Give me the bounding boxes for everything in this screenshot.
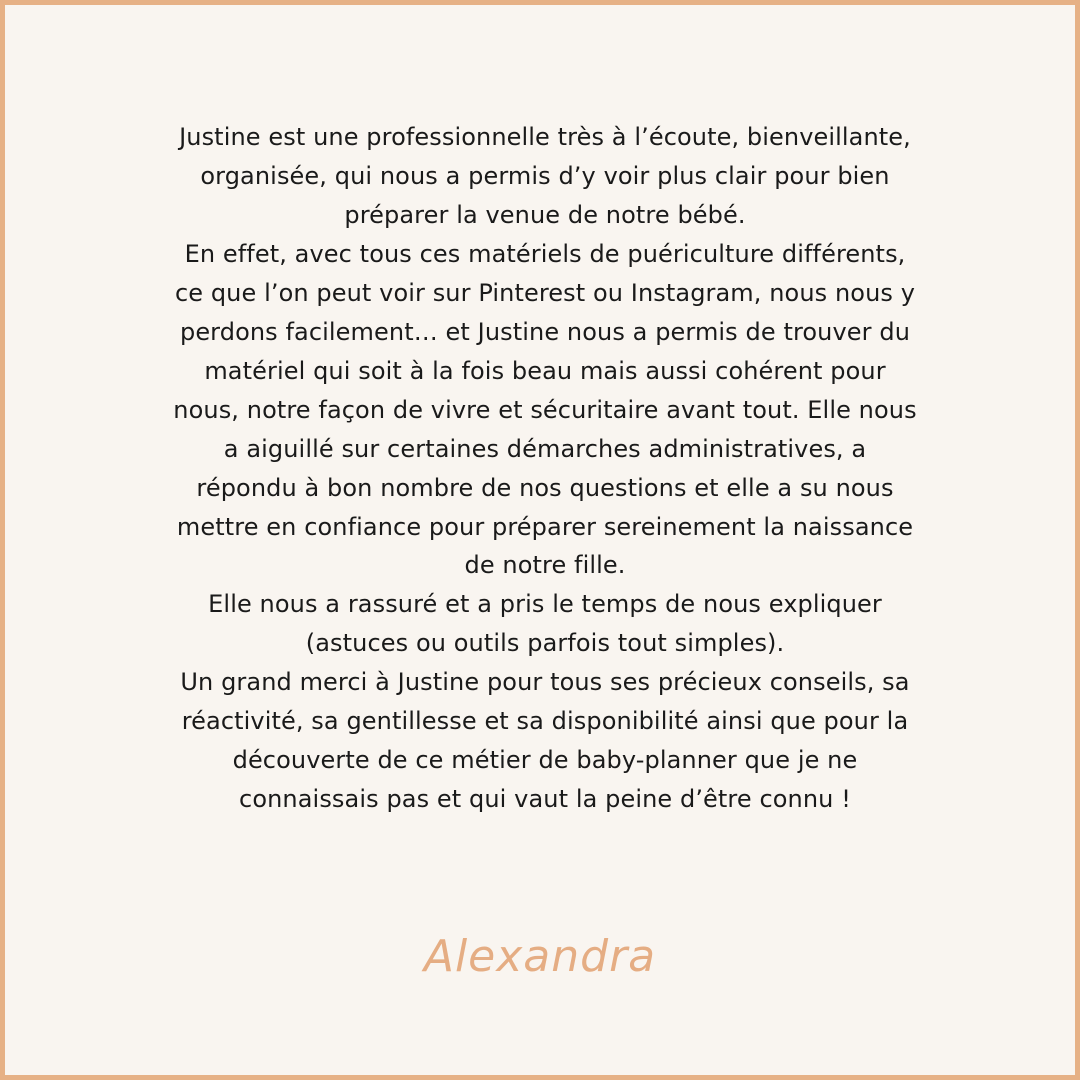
testimonial-line: Un grand merci à Justine pour tous ses précieux conseils, sa	[180, 668, 910, 697]
testimonial-line: nous, notre façon de vivre et sécuritaire avant tout. Elle nous	[173, 395, 917, 424]
testimonial-line: (astuces ou outils parfois tout simples).	[305, 629, 785, 658]
testimonial-line: répondu à bon nombre de nos questions et elle a su nous	[196, 473, 894, 502]
testimonial-line: Elle nous a rassuré et a pris le temps de nous expliquer	[208, 590, 882, 619]
testimonial-line: découverte de ce métier de baby-planner que je ne	[232, 746, 858, 775]
testimonial-line: de notre fille.	[464, 551, 626, 580]
testimonial-text	[85, 118, 1005, 819]
testimonial-line: réactivité, sa gentillesse et sa disponibilité ainsi que pour la	[181, 707, 909, 736]
testimonial-line: a aiguillé sur certaines démarches administratives, a	[223, 434, 867, 463]
testimonial-line: préparer la venue de notre bébé.	[344, 200, 746, 229]
testimonial-line: mettre en confiance pour préparer sereinement la naissance	[176, 512, 914, 541]
testimonial-line: matériel qui soit à la fois beau mais aussi cohérent pour	[204, 356, 886, 385]
testimonial-line: organisée, qui nous a permis d’y voir plus clair pour bien	[200, 161, 890, 190]
testimonial-line: ce que l’on peut voir sur Pinterest ou Instagram, nous nous y	[174, 278, 916, 307]
testimonial-line: En effet, avec tous ces matériels de puériculture différents,	[184, 239, 906, 268]
testimonial-line: perdons facilement… et Justine nous a permis de trouver du	[179, 317, 911, 346]
author-name: Alexandra	[423, 931, 657, 982]
testimonial-line: connaissais pas et qui vaut la peine d’être connu !	[239, 785, 851, 814]
testimonial-line: Justine est une professionnelle très à l’écoute, bienveillante,	[179, 123, 911, 151]
